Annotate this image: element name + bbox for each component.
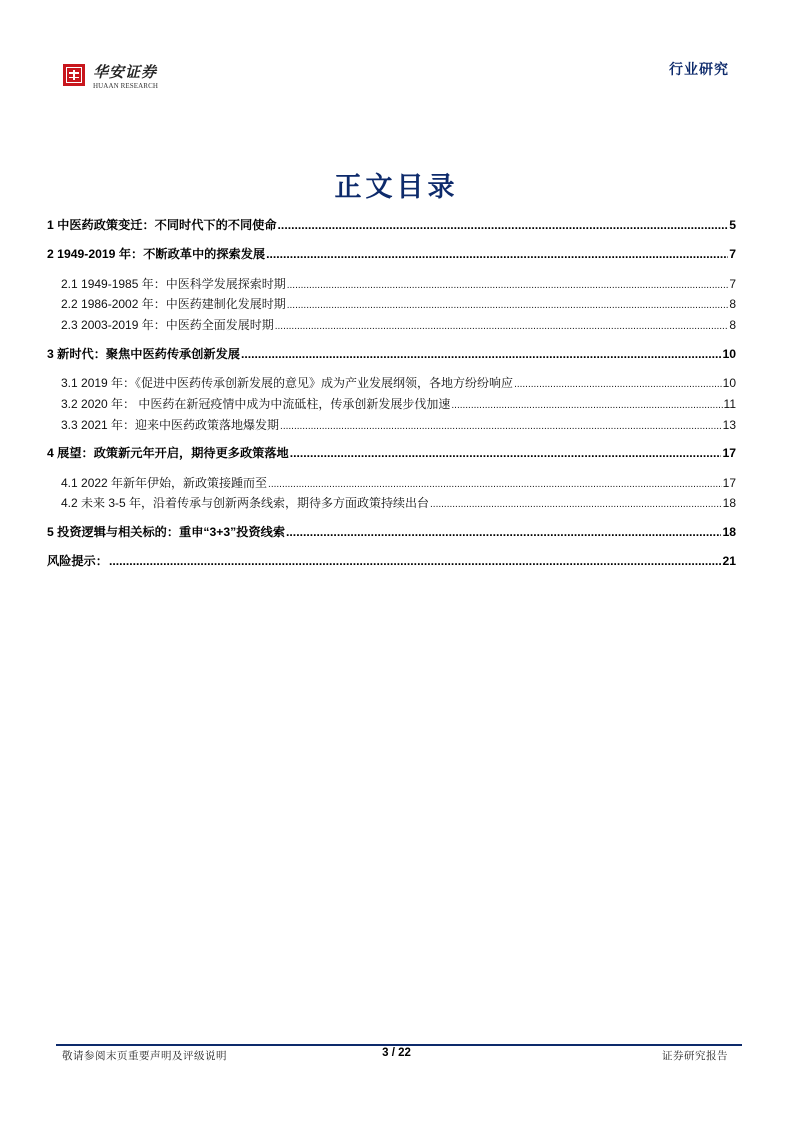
toc-entry-page: 17 [722, 446, 736, 460]
toc-entry-3-3[interactable] [47, 416, 736, 433]
toc-leader-dots [268, 479, 722, 490]
toc-entry-page: 7 [729, 247, 736, 261]
toc-entry-5[interactable] [47, 523, 736, 540]
toc-leader-dots [278, 218, 729, 232]
toc-leader-dots [275, 321, 729, 332]
toc-entry-2-2[interactable] [47, 295, 736, 312]
toc-entry-label: 2 1949-2019 年：不断政革中的探索发展 [47, 247, 266, 261]
toc-entry-label: 3.3 2021 年：迎来中医药政策落地爆发期 [61, 418, 280, 432]
toc-entry-3-2[interactable] [47, 395, 736, 412]
toc-entry-page: 11 [723, 397, 736, 411]
toc-entry-label: 1 中医药政策变迁：不同时代下的不同使命 [47, 218, 277, 232]
toc-entry-page: 13 [722, 418, 736, 432]
toc-entry-2-1[interactable] [47, 275, 736, 292]
page-number: 3 / 22 [382, 1047, 411, 1059]
toc-entry-page: 10 [722, 347, 736, 361]
logo-english-name: HUAAN RESEARCH [93, 82, 158, 90]
toc-entry-page: 17 [722, 476, 736, 490]
toc-entry-label: 3 新时代：聚焦中医药传承创新发展 [47, 347, 240, 361]
toc-leader-dots [286, 525, 721, 539]
toc-entry-page: 10 [722, 376, 736, 390]
toc-entry-4-1[interactable] [47, 474, 736, 491]
logo-chinese-name: 华安证券 [93, 63, 158, 81]
toc-entry-label: 2.2 1986-2002 年：中医药建制化发展时期 [61, 297, 286, 311]
toc-entry-label: 4.2 未来 3-5 年，沿着传承与创新两条线索，期待多方面政策持续出台 [61, 496, 430, 510]
toc-entry-label: 3.1 2019 年：《促进中医药传承创新发展的意见》成为产业发展纲领，各地方纷纷响应 [61, 376, 514, 390]
toc-entry-1[interactable] [47, 216, 736, 233]
toc-entry-risk[interactable] [47, 552, 736, 569]
huaan-logo-icon [63, 64, 85, 86]
toc-leader-dots [280, 421, 722, 432]
toc-entry-3-1[interactable] [47, 374, 736, 391]
toc-entry-page: 21 [722, 554, 736, 568]
toc-leader-dots [451, 400, 722, 411]
toc-leader-dots [287, 280, 729, 291]
toc-leader-dots [241, 347, 721, 361]
toc-entry-page: 18 [722, 496, 736, 510]
toc-leader-dots [430, 499, 722, 510]
toc-entry-page: 5 [729, 218, 736, 232]
footer-disclaimer: 敬请参阅末页重要声明及评级说明 [62, 1050, 227, 1062]
toc-entry-page: 8 [729, 297, 736, 311]
toc-entry-label: 2.1 1949-1985 年：中医科学发展探索时期 [61, 277, 286, 291]
toc-leader-dots [109, 554, 722, 568]
toc-entry-label: 4 展望：政策新元年开启，期待更多政策落地 [47, 446, 289, 460]
toc-entry-2[interactable] [47, 245, 736, 262]
toc-leader-dots [290, 446, 722, 460]
toc-leader-dots [287, 300, 729, 311]
toc-entry-label: 4.1 2022 年新年伊始，新政策接踵而至 [61, 476, 268, 490]
footer-report-type: 证券研究报告 [662, 1050, 728, 1062]
toc-leader-dots [514, 379, 722, 390]
footer-divider [56, 1044, 742, 1046]
toc-entry-4[interactable] [47, 444, 736, 461]
toc-entry-label: 2.3 2003-2019 年：中医药全面发展时期 [61, 318, 274, 332]
toc-entry-3[interactable] [47, 345, 736, 362]
brand-logo [63, 64, 158, 90]
toc-entry-label: 3.2 2020 年： 中医药在新冠疫情中成为中流砥柱，传承创新发展步伐加速 [61, 397, 451, 411]
page-title: 正文目录 [334, 172, 459, 203]
toc-entry-page: 18 [722, 525, 736, 539]
toc-entry-4-2[interactable] [47, 494, 736, 511]
toc-entry-page: 7 [729, 277, 736, 291]
toc-entry-label: 5 投资逻辑与相关标的：重申“3+3”投资线索 [47, 525, 286, 539]
toc-entry-2-3[interactable] [47, 316, 736, 333]
toc-entry-page: 8 [729, 318, 736, 332]
toc-entry-label: 风险提示： [47, 554, 108, 568]
report-category: 行业研究 [669, 61, 729, 77]
toc-leader-dots [266, 247, 728, 261]
